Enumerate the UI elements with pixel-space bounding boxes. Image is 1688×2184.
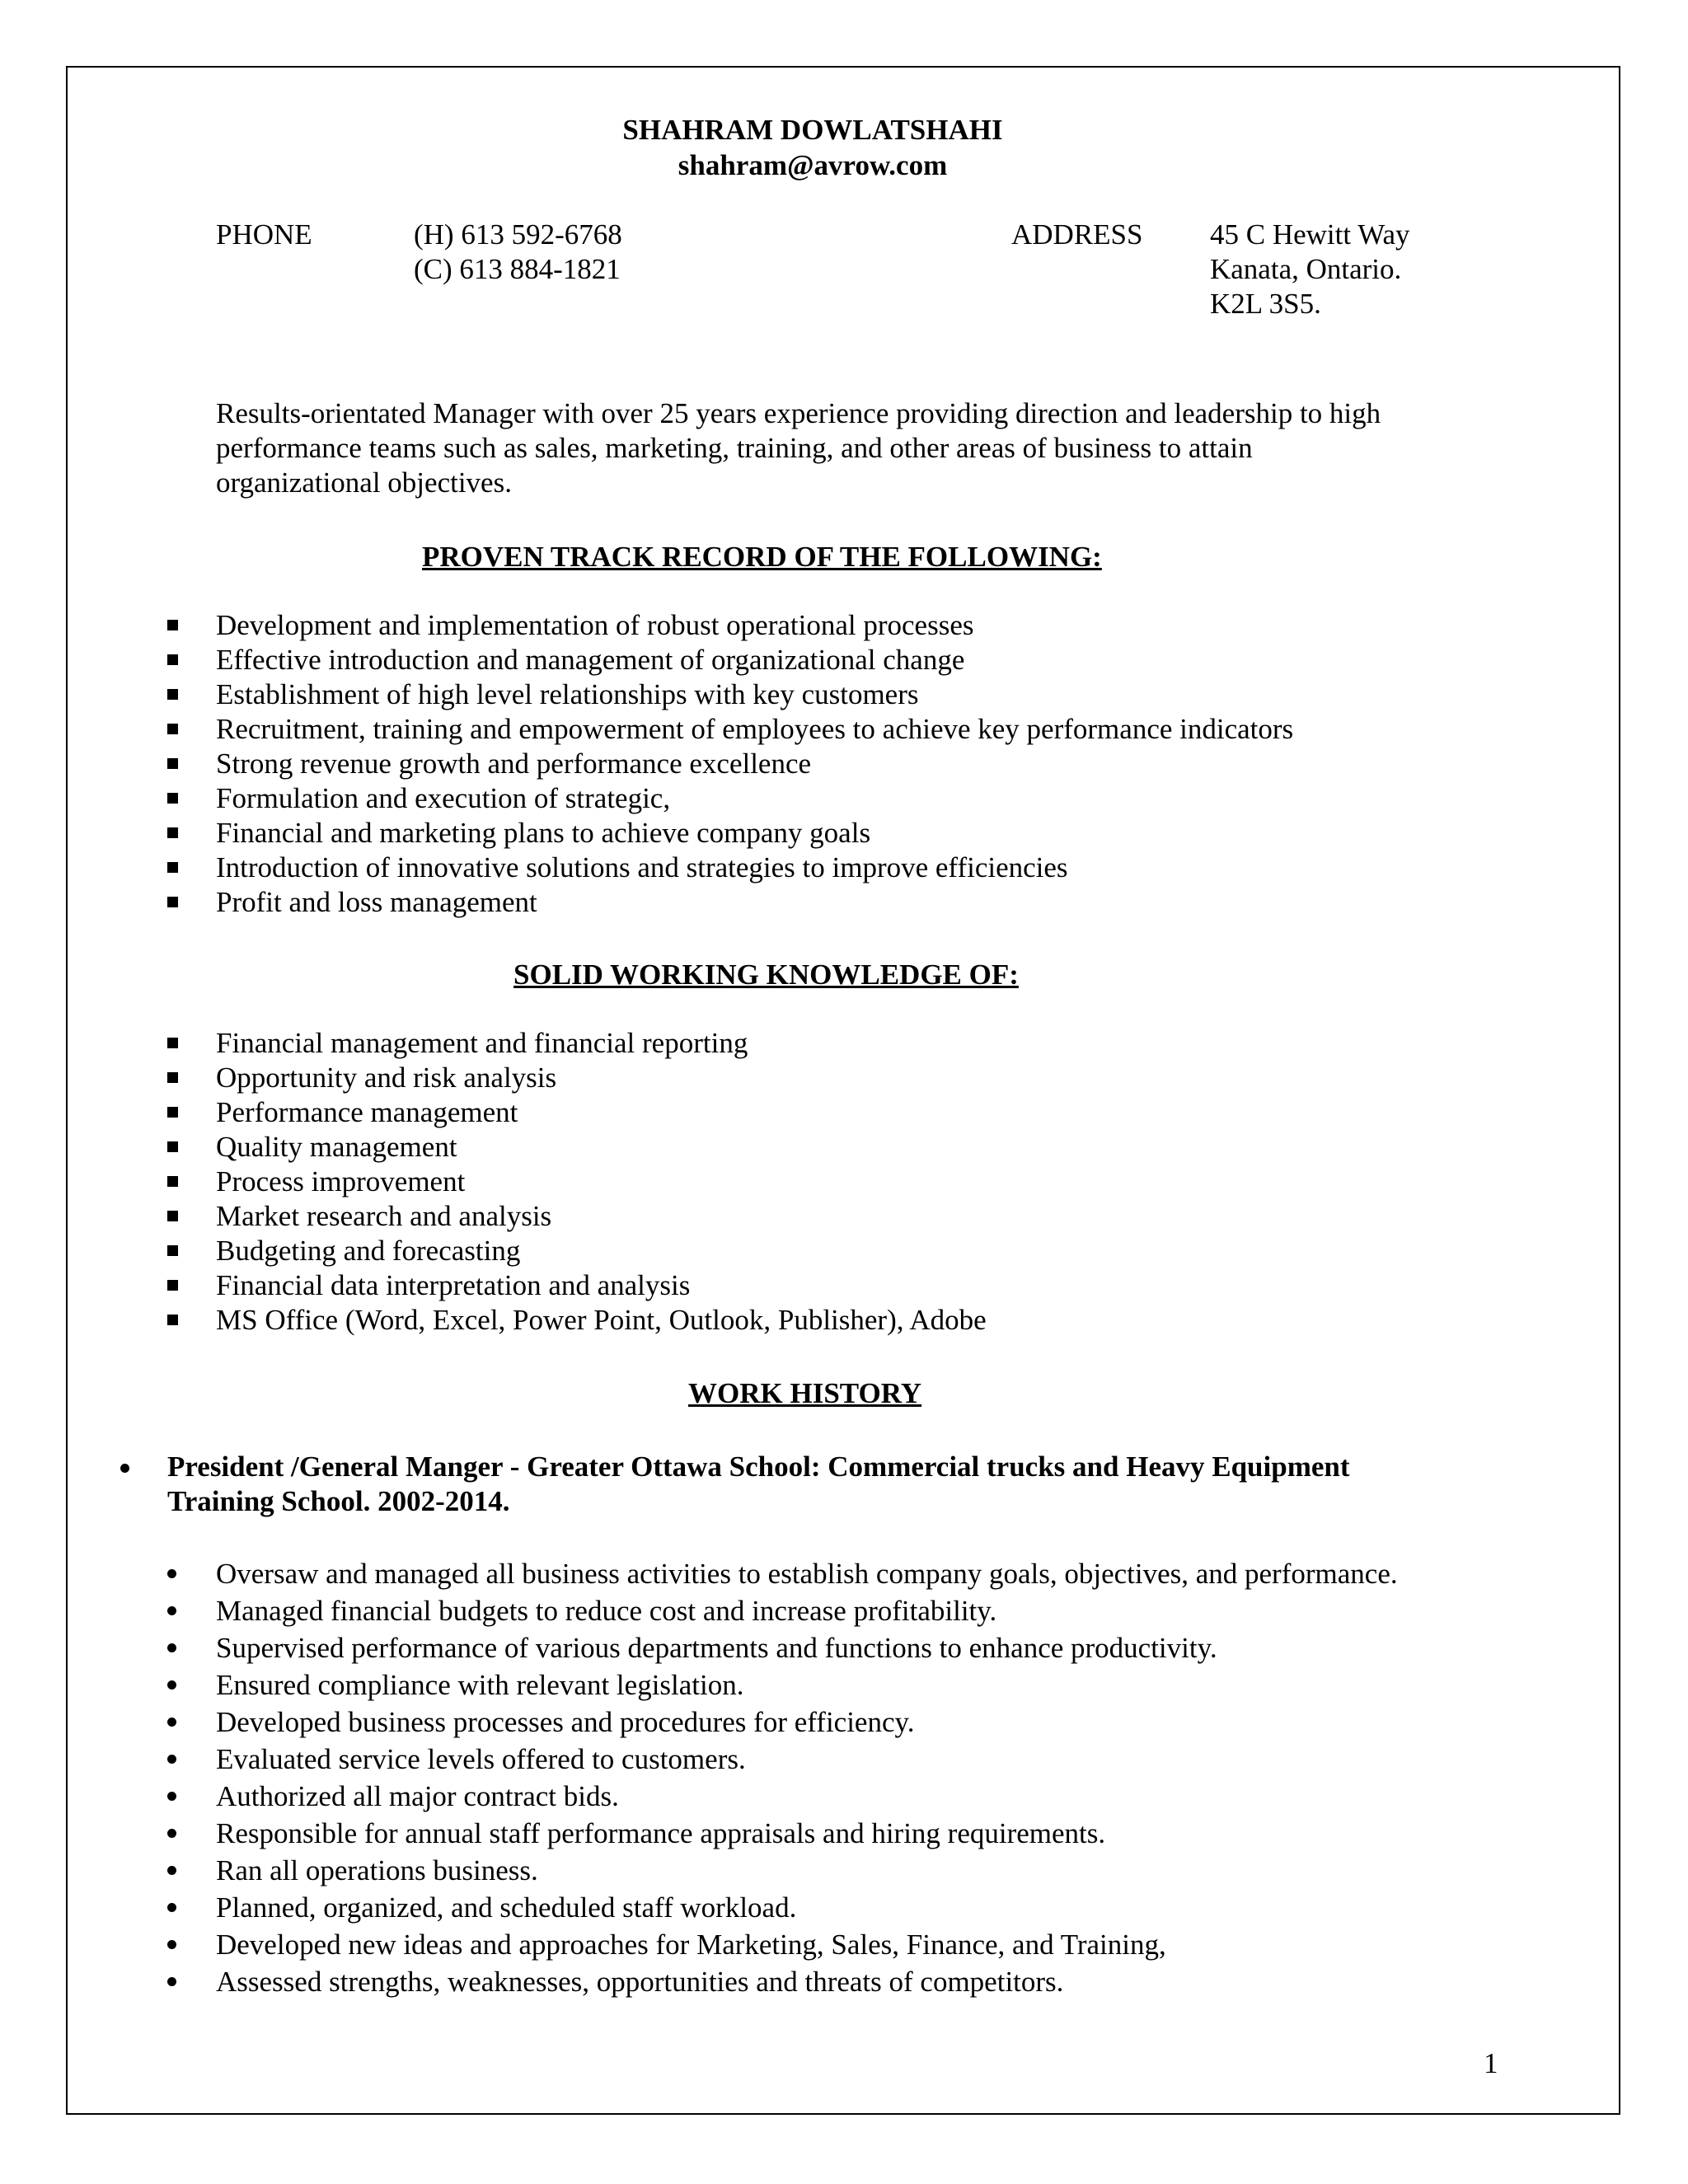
- round-bullet-icon: [167, 1643, 176, 1652]
- round-bullet-icon: [167, 1792, 176, 1801]
- round-bullet-icon: [167, 1680, 176, 1690]
- list-item: Supervised performance of various departments and functions to enhance productivity.: [167, 1629, 1398, 1666]
- square-bullet-icon: [167, 724, 178, 734]
- square-bullet-icon: [167, 758, 178, 769]
- list-item: Market research and analysis: [167, 1199, 987, 1234]
- round-bullet-icon: [167, 1866, 176, 1875]
- list-item: Establishment of high level relationships with key customers: [167, 677, 1293, 712]
- square-bullet-icon: [167, 1211, 178, 1221]
- page-number: 1: [1484, 2047, 1498, 2079]
- list-item: Financial and marketing plans to achieve company goals: [167, 816, 1293, 851]
- track-record-list: [167, 608, 1293, 920]
- round-bullet-icon: [167, 1718, 176, 1727]
- round-bullet-icon: [167, 1903, 176, 1912]
- square-bullet-icon: [167, 1072, 178, 1083]
- square-bullet-icon: [167, 1280, 178, 1291]
- list-item: Responsible for annual staff performance appraisals and hiring requirements.: [167, 1815, 1398, 1852]
- address-line-2: Kanata, Ontario.: [1210, 253, 1402, 285]
- square-bullet-icon: [167, 1315, 178, 1325]
- round-bullet-icon: [120, 1464, 129, 1473]
- list-item: Authorized all major contract bids.: [167, 1778, 1398, 1815]
- round-bullet-icon: [167, 1977, 176, 1986]
- square-bullet-icon: [167, 793, 178, 804]
- knowledge-list: [167, 1026, 987, 1338]
- summary-line-1: Results-orientated Manager with over 25 years experience providing direction and leadership to high: [216, 397, 1381, 429]
- candidate-name: SHAHRAM DOWLATSHAHI: [622, 114, 1003, 146]
- list-item: Ran all operations business.: [167, 1852, 1398, 1889]
- address-line-1: 45 C Hewitt Way: [1210, 218, 1410, 251]
- list-item: Budgeting and forecasting: [167, 1234, 987, 1268]
- square-bullet-icon: [167, 1176, 178, 1187]
- phone-label: PHONE: [216, 218, 312, 251]
- list-item: Ensured compliance with relevant legislation.: [167, 1666, 1398, 1704]
- square-bullet-icon: [167, 1245, 178, 1256]
- square-bullet-icon: [167, 862, 178, 873]
- list-item: Managed financial budgets to reduce cost and increase profitability.: [167, 1592, 1398, 1629]
- list-item: Recruitment, training and empowerment of employees to achieve key performance indicators: [167, 712, 1293, 747]
- job-title-line-1: President /General Manger - Greater Ottawa School: Commercial trucks and Heavy Equipment: [167, 1451, 1350, 1483]
- list-item: Effective introduction and management of organizational change: [167, 643, 1293, 677]
- list-item: Performance management: [167, 1095, 987, 1130]
- address-line-3: K2L 3S5.: [1210, 288, 1321, 320]
- job-title-line-2: Training School. 2002-2014.: [167, 1485, 510, 1517]
- list-item: Opportunity and risk analysis: [167, 1061, 987, 1095]
- square-bullet-icon: [167, 1107, 178, 1118]
- round-bullet-icon: [167, 1606, 176, 1615]
- square-bullet-icon: [167, 897, 178, 907]
- list-item: Planned, organized, and scheduled staff workload.: [167, 1889, 1398, 1926]
- summary-line-2: performance teams such as sales, marketing, training, and other areas of business to attain: [216, 432, 1253, 464]
- summary-line-3: organizational objectives.: [216, 466, 512, 499]
- square-bullet-icon: [167, 1038, 178, 1048]
- square-bullet-icon: [167, 620, 178, 630]
- round-bullet-icon: [167, 1829, 176, 1838]
- list-item: Profit and loss management: [167, 885, 1293, 920]
- list-item: Financial management and financial reporting: [167, 1026, 987, 1061]
- phone-cell: (C) 613 884-1821: [414, 253, 621, 285]
- round-bullet-icon: [167, 1940, 176, 1949]
- round-bullet-icon: [167, 1755, 176, 1764]
- round-bullet-icon: [167, 1569, 176, 1578]
- list-item: Evaluated service levels offered to customers.: [167, 1741, 1398, 1778]
- list-item: Assessed strengths, weaknesses, opportunities and threats of competitors.: [167, 1963, 1398, 2000]
- list-item: Developed new ideas and approaches for Marketing, Sales, Finance, and Training,: [167, 1926, 1398, 1963]
- square-bullet-icon: [167, 654, 178, 665]
- square-bullet-icon: [167, 827, 178, 838]
- list-item: Quality management: [167, 1130, 987, 1165]
- list-item: Process improvement: [167, 1165, 987, 1199]
- list-item: Development and implementation of robust operational processes: [167, 608, 1293, 643]
- list-item: Introduction of innovative solutions and strategies to improve efficiencies: [167, 851, 1293, 885]
- square-bullet-icon: [167, 1141, 178, 1152]
- list-item: Developed business processes and procedures for efficiency.: [167, 1704, 1398, 1741]
- list-item: MS Office (Word, Excel, Power Point, Outlook, Publisher), Adobe: [167, 1303, 987, 1338]
- list-item: Formulation and execution of strategic,: [167, 781, 1293, 816]
- track-record-heading: PROVEN TRACK RECORD OF THE FOLLOWING:: [422, 541, 1102, 573]
- knowledge-heading: SOLID WORKING KNOWLEDGE OF:: [513, 958, 1019, 991]
- candidate-email: shahram@avrow.com: [678, 149, 948, 181]
- phone-home: (H) 613 592-6768: [414, 218, 622, 251]
- square-bullet-icon: [167, 689, 178, 700]
- work-history-heading: WORK HISTORY: [688, 1377, 922, 1409]
- list-item: Oversaw and managed all business activities to establish company goals, objectives, and performance.: [167, 1555, 1398, 1592]
- job-duties-list: [167, 1555, 1398, 2000]
- list-item: Financial data interpretation and analysis: [167, 1268, 987, 1303]
- address-label: ADDRESS: [1011, 218, 1143, 251]
- list-item: Strong revenue growth and performance excellence: [167, 747, 1293, 781]
